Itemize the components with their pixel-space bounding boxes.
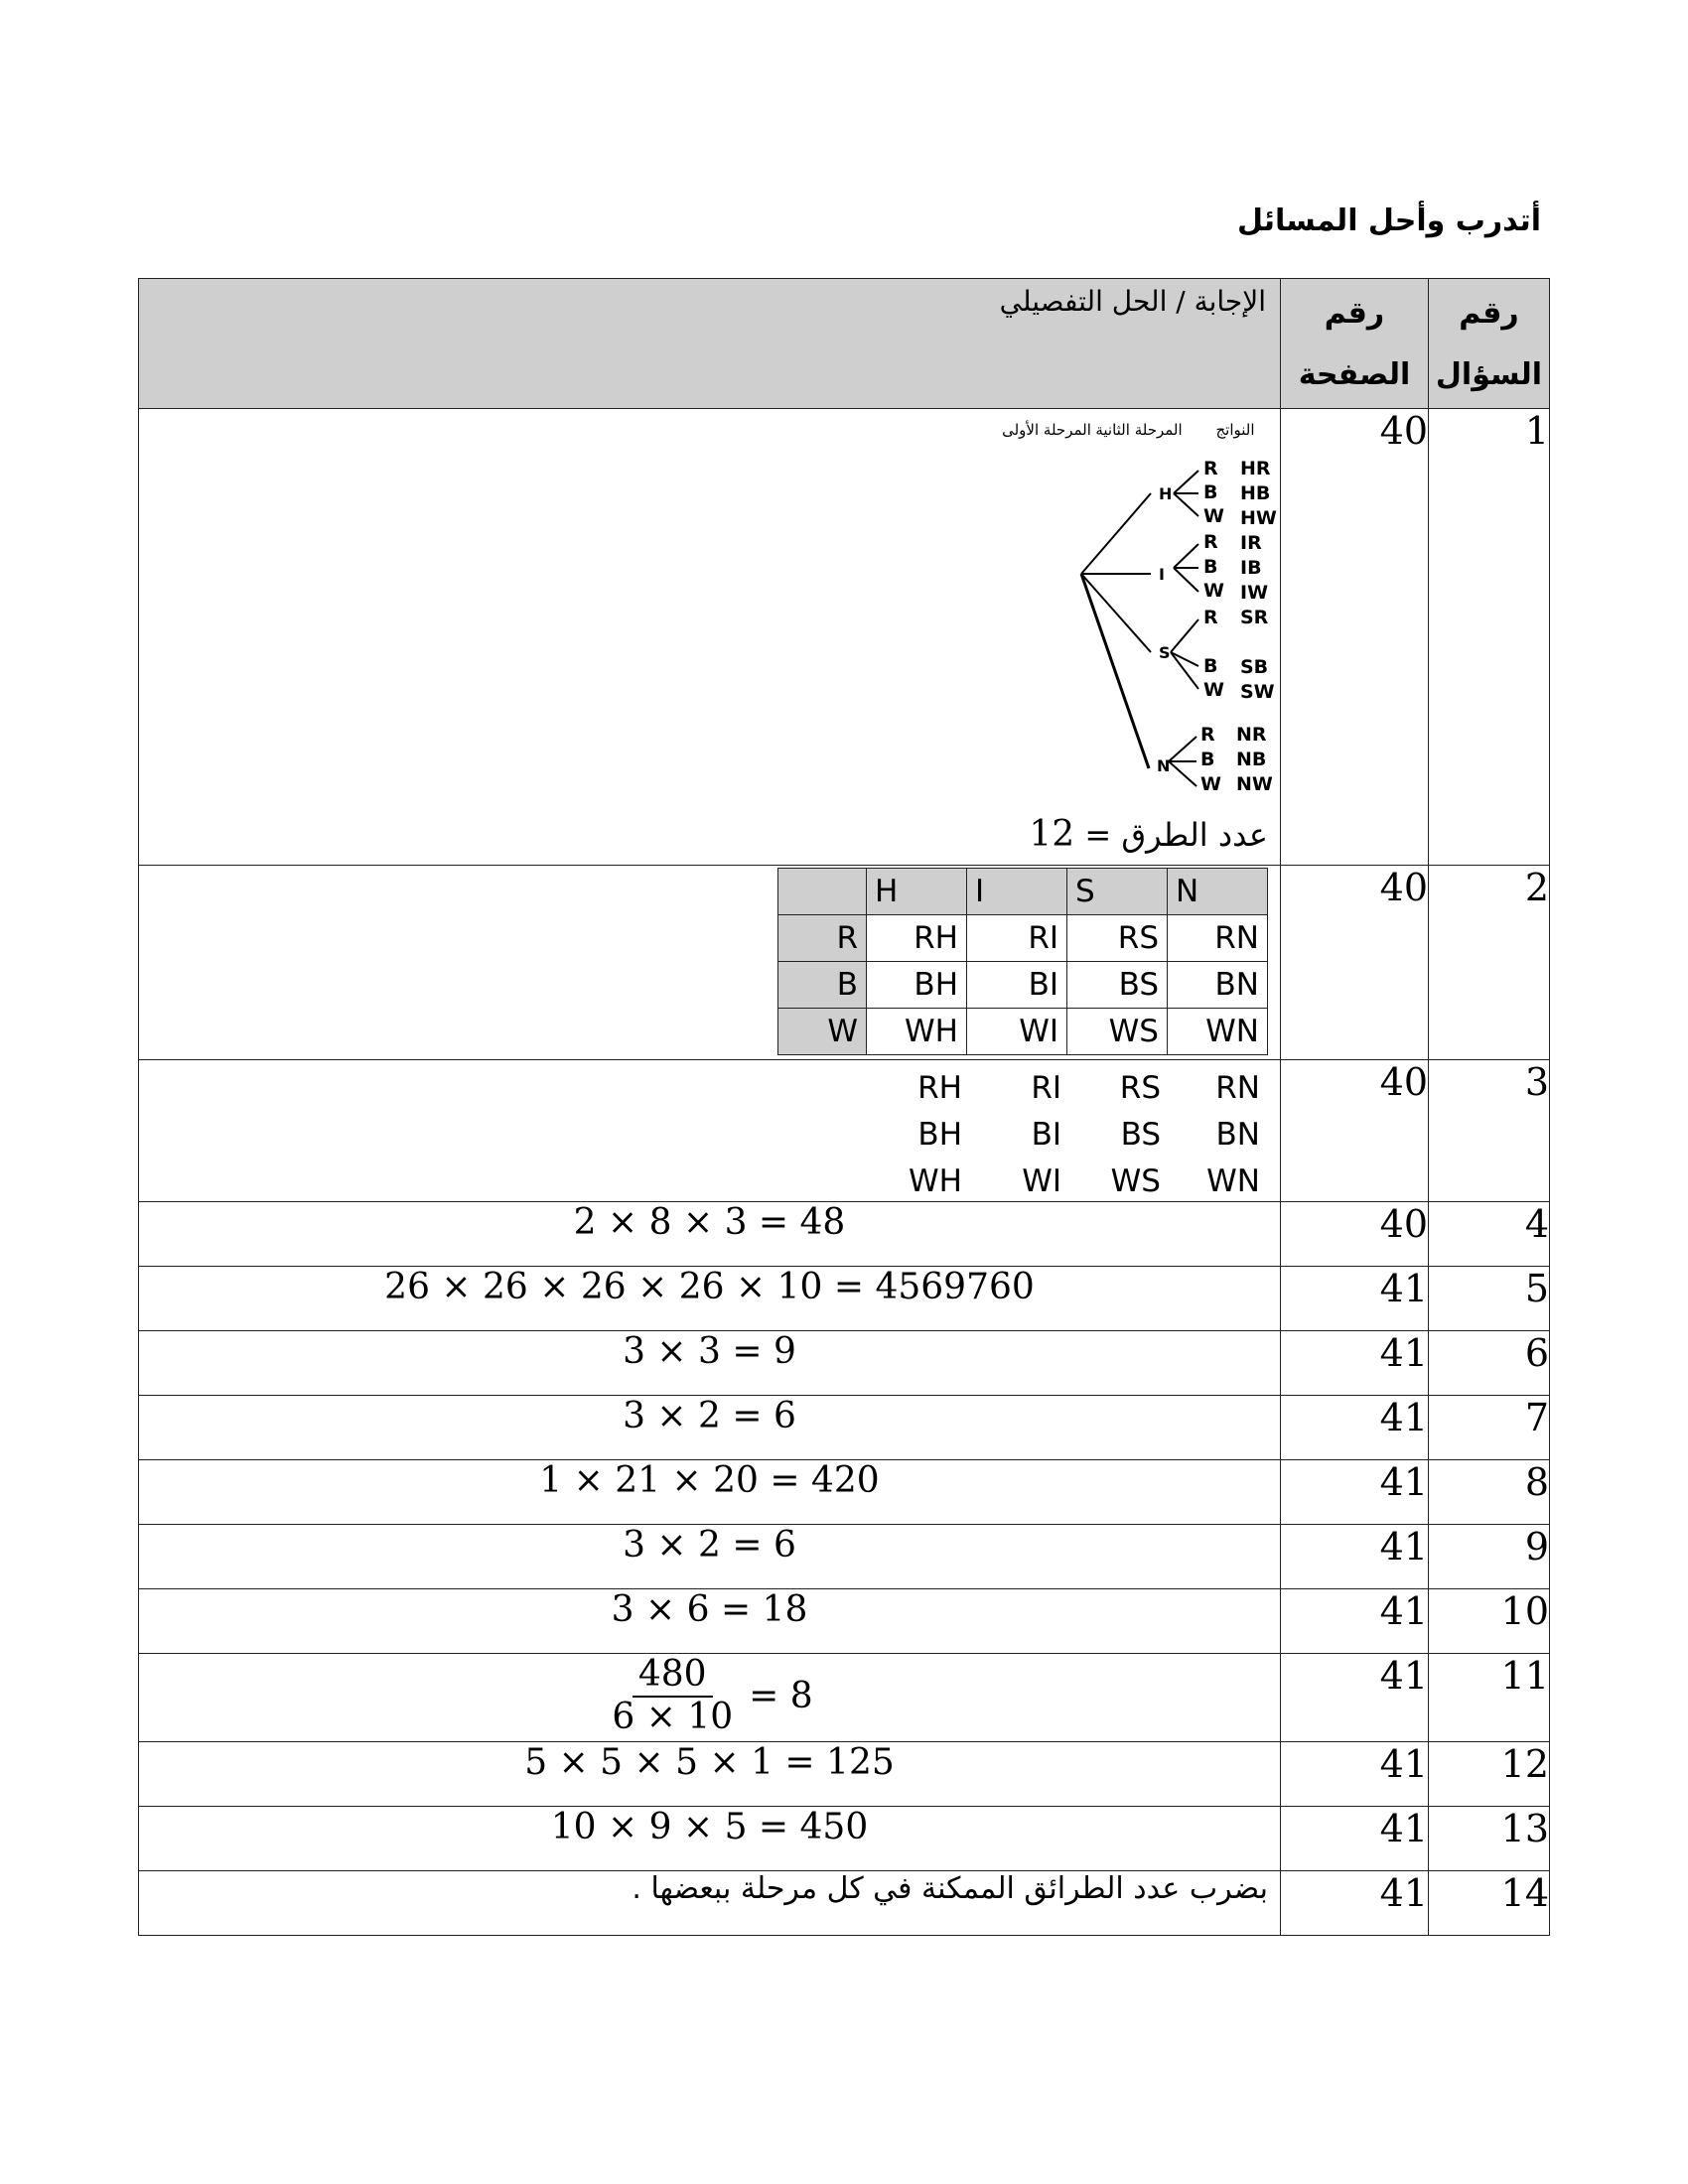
question-number: 10	[1429, 1589, 1550, 1654]
outcome: HB	[1240, 482, 1271, 504]
answer-cell: 2 × 8 × 3 = 48	[139, 1202, 1281, 1267]
page-number: 41	[1281, 1654, 1429, 1742]
outcome: HR	[1240, 458, 1271, 479]
page-number: 40	[1281, 409, 1429, 866]
page-number: 40	[1281, 1202, 1429, 1267]
ways-count: عدد الطرق = 12	[1029, 814, 1268, 855]
svg-text:R: R	[1200, 724, 1215, 746]
table-row	[139, 1871, 1550, 1936]
page-number: 40	[1281, 866, 1429, 1060]
table-row	[139, 1525, 1550, 1589]
svg-text:B: B	[1203, 655, 1218, 677]
svg-text:W: W	[1203, 580, 1224, 602]
answer-cell: 1 × 21 × 20 = 420	[139, 1460, 1281, 1525]
svg-text:W: W	[1200, 773, 1221, 795]
stage-label-first: المرحلة الأولى	[1002, 421, 1091, 439]
outcome: IB	[1240, 557, 1262, 579]
answer-cell: 3 × 6 = 18	[139, 1589, 1281, 1654]
page-number: 41	[1281, 1742, 1429, 1807]
question-number: 13	[1429, 1807, 1550, 1871]
fraction: $\frac{480}{6 \times 10}$ = 8	[612, 1654, 813, 1737]
question-number: 1	[1429, 409, 1550, 866]
page-number: 41	[1281, 1460, 1429, 1525]
svg-text:R: R	[1203, 458, 1218, 479]
table-row	[139, 1267, 1550, 1331]
stage1-N: N	[1157, 756, 1171, 775]
stage1-H: H	[1159, 484, 1173, 503]
question-number: 8	[1429, 1460, 1550, 1525]
answers-table	[138, 278, 1550, 1936]
outcomes-list: RN RS RI RH BN BS BI BH WN WS WI WH	[909, 1069, 1260, 1199]
table-row	[139, 1654, 1550, 1742]
svg-text:B: B	[1203, 556, 1218, 578]
table-row	[139, 1396, 1550, 1460]
table-row	[139, 409, 1550, 866]
page-number: 40	[1281, 1060, 1429, 1202]
table-row	[139, 866, 1550, 1060]
outcome: SR	[1240, 607, 1269, 628]
question-number-header: رقم السؤال	[1429, 279, 1550, 409]
svg-text:W: W	[1203, 505, 1224, 527]
answer-cell: بضرب عدد الطرائق الممكنة في كل مرحلة ببعضها .	[139, 1871, 1281, 1936]
page-number: 41	[1281, 1871, 1429, 1936]
question-number: 11	[1429, 1654, 1550, 1742]
page-number: 41	[1281, 1807, 1429, 1871]
answer-cell	[139, 409, 1281, 866]
page-title: أتدرب وأحل المسائل	[1236, 204, 1541, 238]
answer-cell: 3 × 2 = 6	[139, 1396, 1281, 1460]
answer-cell	[139, 1654, 1281, 1742]
tree-diagram	[684, 409, 1280, 866]
outcome: SW	[1240, 681, 1275, 703]
outcome: IR	[1240, 532, 1262, 554]
outcome: NW	[1236, 773, 1273, 795]
question-number: 6	[1429, 1331, 1550, 1396]
table-row	[139, 1589, 1550, 1654]
outcome: SB	[1240, 656, 1269, 678]
answer-cell: 3 × 2 = 6	[139, 1525, 1281, 1589]
table-row	[139, 1202, 1550, 1267]
outcomes-table: N S I H RN RS RI RH R BN BS BI BH B WN WS WI WH W	[777, 868, 1268, 1055]
svg-text:R: R	[1203, 607, 1218, 628]
question-number: 9	[1429, 1525, 1550, 1589]
table-header-row	[139, 279, 1550, 409]
stage-label-second: المرحلة الثانية	[1095, 421, 1183, 439]
outcome: NB	[1236, 749, 1267, 770]
answer-cell	[139, 1060, 1281, 1202]
outcome: IW	[1240, 582, 1269, 604]
answer-header: الإجابة / الحل التفصيلي	[139, 279, 1281, 409]
answer-cell: 26 × 26 × 26 × 26 × 10 = 4569760	[139, 1267, 1281, 1331]
stage-label-outcomes: النواتج	[1215, 421, 1255, 439]
question-number: 5	[1429, 1267, 1550, 1331]
svg-text:B: B	[1200, 749, 1215, 770]
table-row	[139, 1460, 1550, 1525]
table-row	[139, 1331, 1550, 1396]
outcome: HW	[1240, 507, 1277, 529]
page-number: 41	[1281, 1589, 1429, 1654]
table-row	[139, 1807, 1550, 1871]
answer-cell	[139, 866, 1281, 1060]
question-number: 14	[1429, 1871, 1550, 1936]
table-row	[139, 1060, 1550, 1202]
page-number: 41	[1281, 1267, 1429, 1331]
question-number: 4	[1429, 1202, 1550, 1267]
svg-text:B: B	[1203, 481, 1218, 503]
page-number: 41	[1281, 1396, 1429, 1460]
question-number: 3	[1429, 1060, 1550, 1202]
page-number: 41	[1281, 1525, 1429, 1589]
svg-text:R: R	[1203, 531, 1218, 553]
page-number-header: رقم الصفحة	[1281, 279, 1429, 409]
svg-text:W: W	[1203, 679, 1224, 701]
table-row	[139, 1742, 1550, 1807]
question-number: 7	[1429, 1396, 1550, 1460]
question-number: 12	[1429, 1742, 1550, 1807]
answer-cell: 10 × 9 × 5 = 450	[139, 1807, 1281, 1871]
page-number: 41	[1281, 1331, 1429, 1396]
stage1-I: I	[1159, 565, 1165, 584]
answer-cell: 3 × 3 = 9	[139, 1331, 1281, 1396]
outcome: NR	[1236, 724, 1267, 746]
stage1-S: S	[1159, 643, 1171, 662]
answer-cell: 5 × 5 × 5 × 1 = 125	[139, 1742, 1281, 1807]
question-number: 2	[1429, 866, 1550, 1060]
